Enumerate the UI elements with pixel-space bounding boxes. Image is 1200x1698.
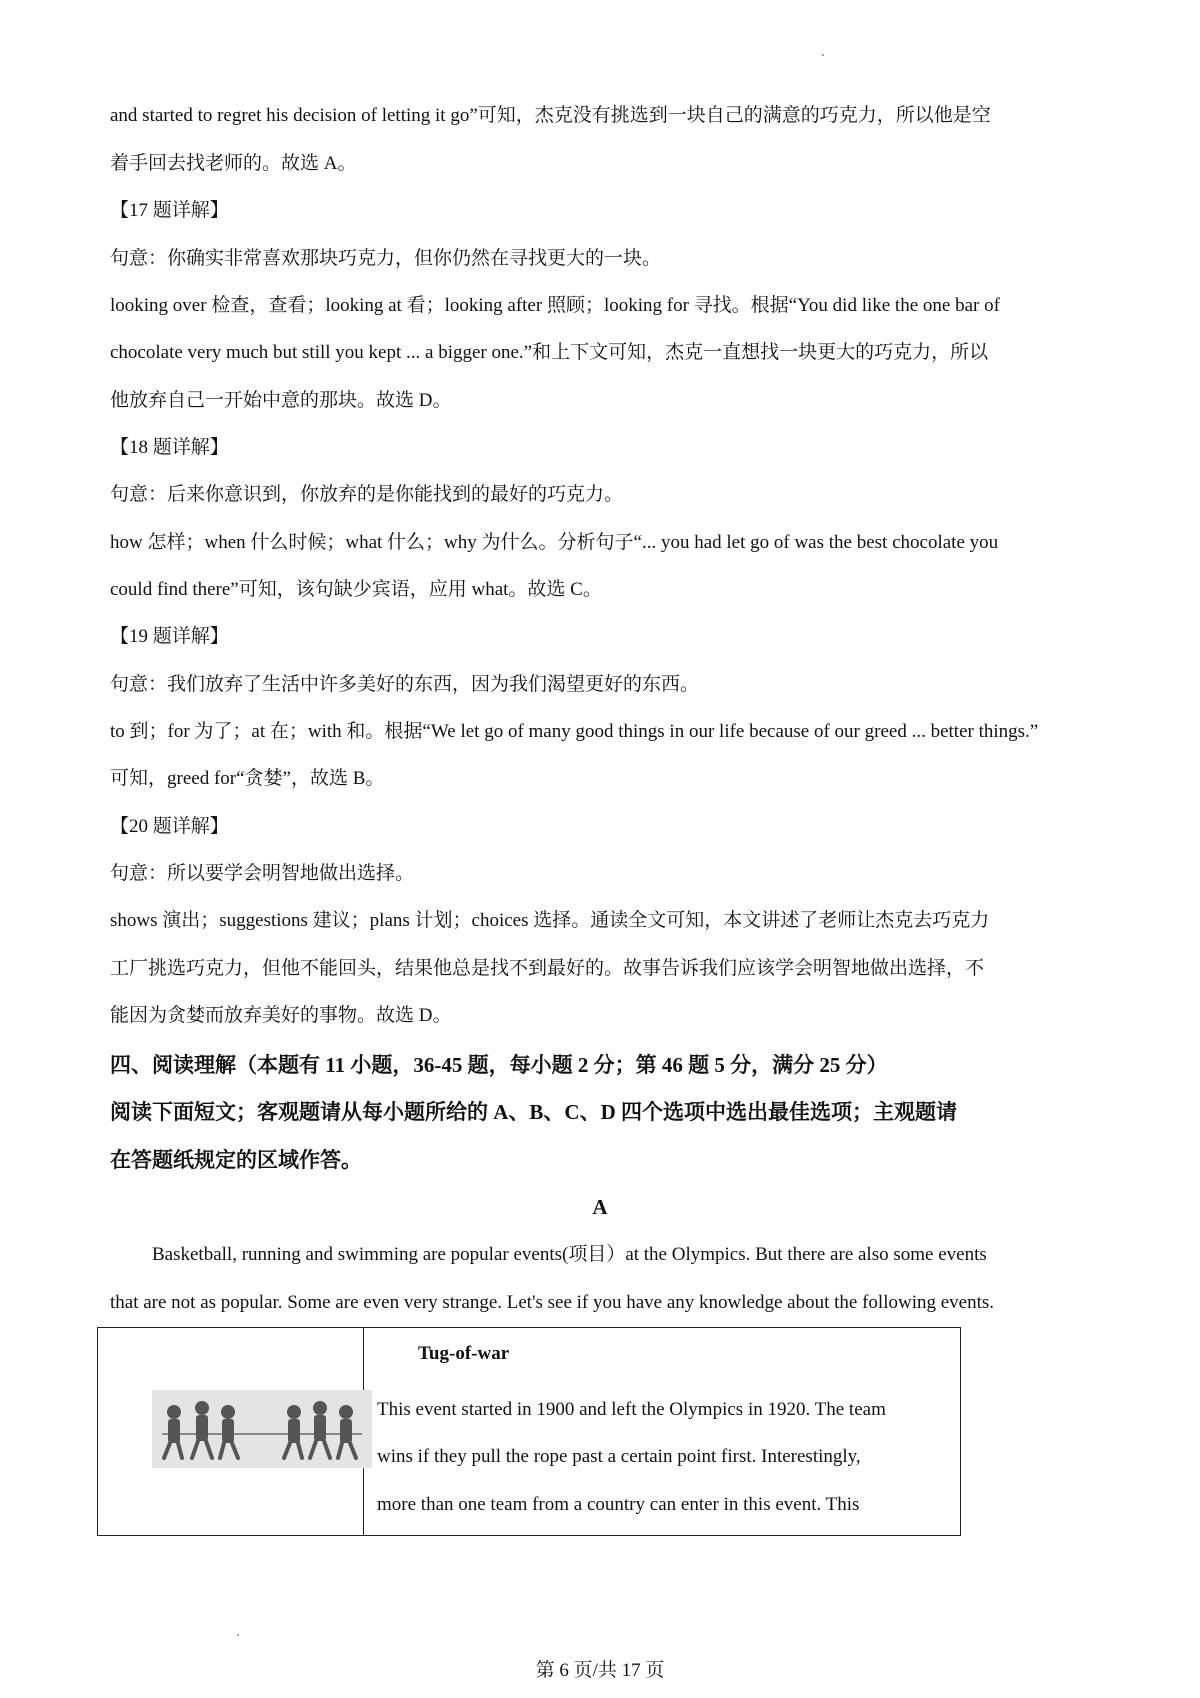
question-heading: 【17 题详解】: [110, 200, 229, 221]
paragraph-line: 他放弃自己一开始中意的那块。故选 D。: [110, 390, 452, 411]
paragraph-line: looking over 检查，查看；looking at 看；looking after 照顾；looking for 寻找。根据“You did like the one bar of: [110, 295, 1000, 316]
section-instruction: 阅读下面短文；客观题请从每小题所给的 A、B、C、D 四个选项中选出最佳选项；主观题请: [110, 1100, 957, 1124]
tug-of-war-image: [152, 1390, 372, 1468]
paragraph-line: how 怎样；when 什么时候；what 什么；why 为什么。分析句子“... you had let go of was the best chocolate you: [110, 532, 999, 553]
paragraph-line: could find there”可知，该句缺少宾语，应用 what。故选 C。: [110, 579, 602, 600]
paragraph-line: 能因为贪婪而放弃美好的事物。故选 D。: [110, 1005, 452, 1026]
passage-line: that are not as popular. Some are even very strange. Let's see if you have any knowledge about the following events.: [110, 1292, 995, 1313]
section-title: 四、阅读理解（本题有 11 小题，36-45 题，每小题 2 分；第 46 题 5 分，满分 25 分）: [110, 1053, 888, 1077]
question-heading: 【18 题详解】: [110, 437, 229, 458]
scan-dot: [822, 54, 824, 56]
paragraph-line: shows 演出；suggestions 建议；plans 计划；choices 选择。通读全文可知，本文讲述了老师让杰克去巧克力: [110, 910, 990, 931]
paragraph-line: chocolate very much but still you kept ... a bigger one.”和上下文可知，杰克一直想找一块更大的巧克力，所以: [110, 342, 989, 363]
event-title: Tug-of-war: [418, 1343, 510, 1364]
page-number: 第 6 页/共 17 页: [535, 1660, 665, 1681]
paragraph-line: 句意：我们放弃了生活中许多美好的东西，因为我们渴望更好的东西。: [110, 674, 700, 695]
question-heading: 【19 题详解】: [110, 626, 229, 647]
passage-heading: A: [592, 1195, 608, 1219]
paragraph-line: 可知，greed for“贪婪”，故选 B。: [110, 768, 385, 789]
event-description-line: This event started in 1900 and left the Olympics in 1920. The team: [377, 1399, 886, 1420]
event-description-line: wins if they pull the rope past a certain point first. Interestingly,: [377, 1446, 861, 1467]
paragraph-line: 句意：后来你意识到，你放弃的是你能找到的最好的巧克力。: [110, 484, 624, 505]
tug-of-war-illustration: [152, 1390, 372, 1468]
passage-line: Basketball, running and swimming are popular events(项目）at the Olympics. But there are also some events: [152, 1244, 987, 1265]
question-heading: 【20 题详解】: [110, 816, 229, 837]
paragraph-line: 句意：所以要学会明智地做出选择。: [110, 863, 415, 884]
paragraph-line: 工厂挑选巧克力，但他不能回头，结果他总是找不到最好的。故事告诉我们应该学会明智地做出选择，不: [110, 958, 985, 979]
paragraph-line: 句意：你确实非常喜欢那块巧克力，但你仍然在寻找更大的一块。: [110, 248, 662, 269]
section-instruction: 在答题纸规定的区域作答。: [110, 1148, 362, 1172]
scan-dot: [237, 1634, 239, 1636]
event-description-line: more than one team from a country can enter in this event. This: [377, 1494, 860, 1515]
paragraph-line: and started to regret his decision of letting it go”可知，杰克没有挑选到一块自己的满意的巧克力，所以他是空: [110, 105, 991, 126]
paragraph-line: 着手回去找老师的。故选 A。: [110, 153, 357, 174]
paragraph-line: to 到；for 为了；at 在；with 和。根据“We let go of many good things in our life because of our greed ... better things.”: [110, 721, 1039, 742]
